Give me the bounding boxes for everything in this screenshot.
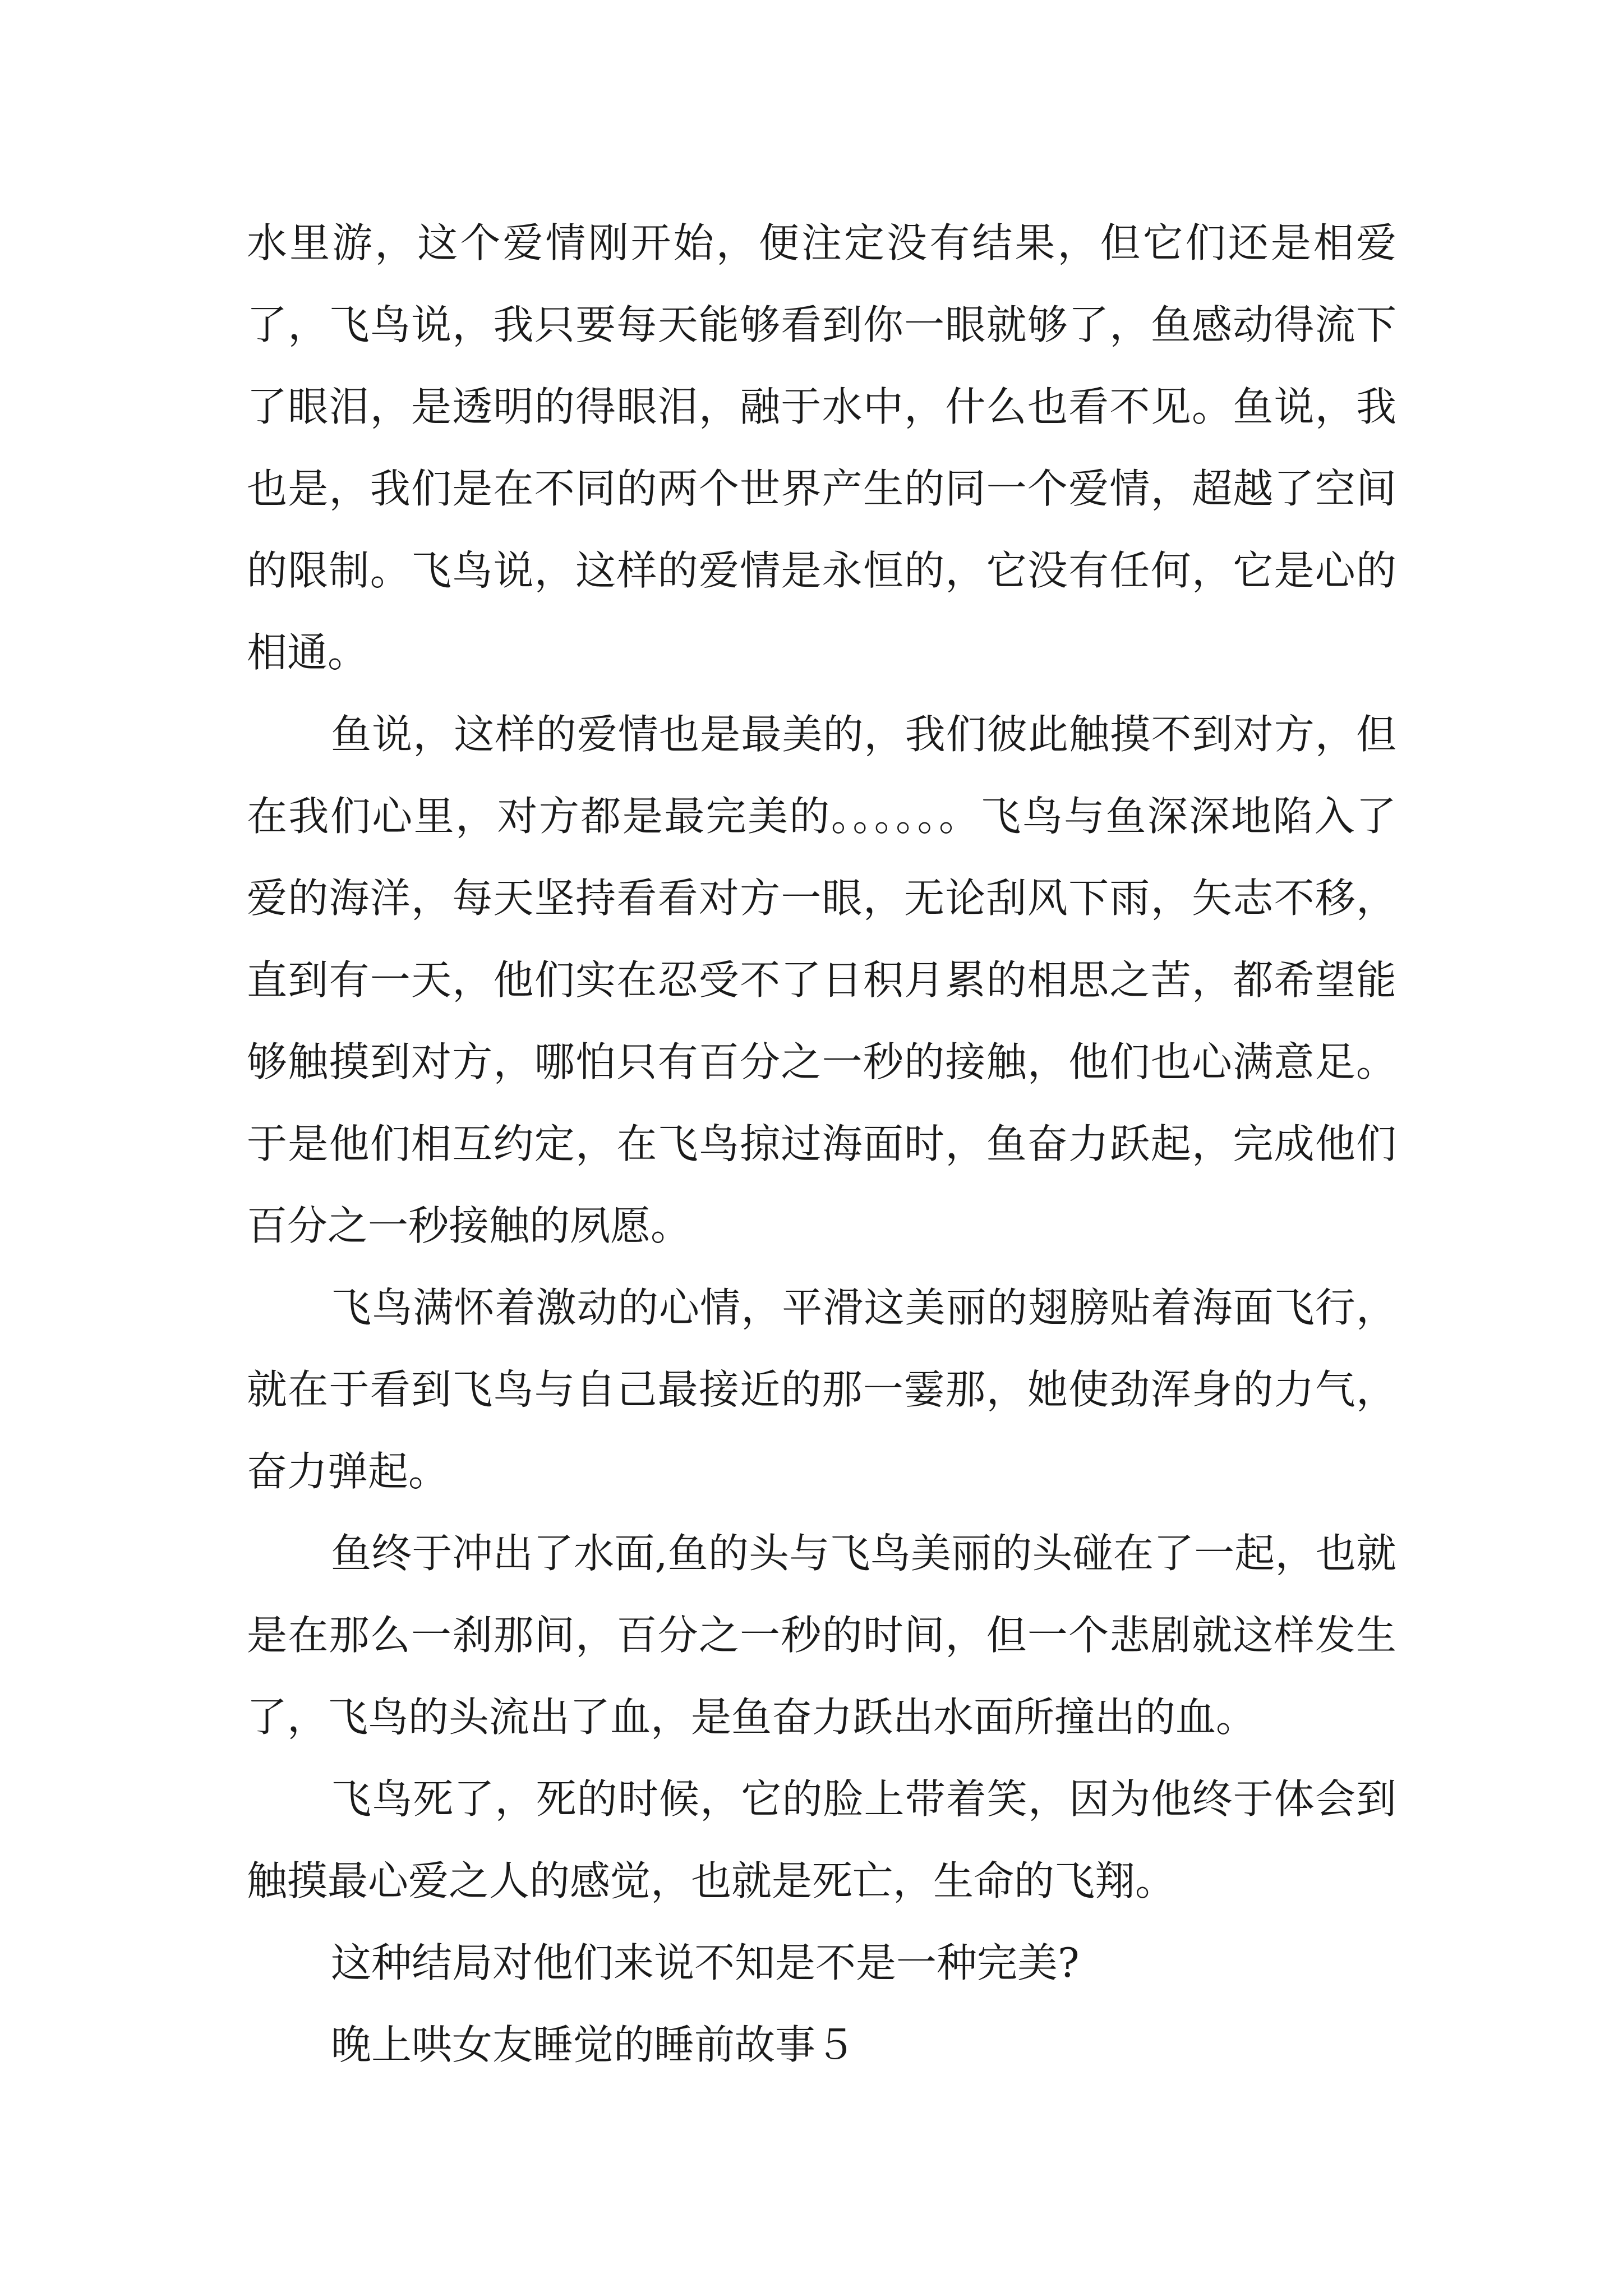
paragraph-4: 鱼终于冲出了水面,鱼的头与飞鸟美丽的头碰在了一起，也就是在那么一刹那间，百分之一秒的时间，但一个悲剧就这样发生了，飞鸟的头流出了血，是鱼奋力跃出水面所撞出的血。	[247, 1530, 1396, 1741]
next-story-heading: 晚上哄女友睡觉的睡前故事５	[331, 2021, 856, 2068]
document-body	[247, 202, 1396, 2086]
paragraph-3: 飞鸟满怀着激动的心情，平滑这美丽的翅膀贴着海面飞行，就在于看到飞鸟与自己最接近的那一霎那，她使劲浑身的力气，奋力弹起。	[247, 1284, 1396, 1495]
paragraph-6: 这种结局对他们来说不知是不是一种完美?	[331, 1939, 1080, 1986]
paragraph-1: 水里游，这个爱情刚开始，便注定没有结果，但它们还是相爱了，飞鸟说，我只要每天能够看到你一眼就够了，鱼感动得流下了眼泪，是透明的得眼泪，融于水中，什么也看不见。鱼说，我也是，我们是在不同的两个世界产生的同一个爱情，超越了空间的限制。飞鸟说，这样的爱情是永恒的，它没有任何，它是心的相通。	[247, 219, 1396, 676]
paragraph-2: 鱼说，这样的爱情也是最美的，我们彼此触摸不到对方，但在我们心里，对方都是最完美的。。。。。。飞鸟与鱼深深地陷入了爱的海洋，每天坚持看看对方一眼，无论刮风下雨，矢志不移，直到有一天，他们实在忍受不了日积月累的相思之苦，都希望能够触摸到对方，哪怕只有百分之一秒的接触，他们也心满意足。于是他们相互约定，在飞鸟掠过海面时，鱼奋力跃起，完成他们百分之一秒接触的夙愿。	[247, 711, 1396, 1249]
paragraph-5: 飞鸟死了，死的时候，它的脸上带着笑，因为他终于体会到触摸最心爱之人的感觉，也就是死亡，生命的飞翔。	[247, 1775, 1396, 1904]
